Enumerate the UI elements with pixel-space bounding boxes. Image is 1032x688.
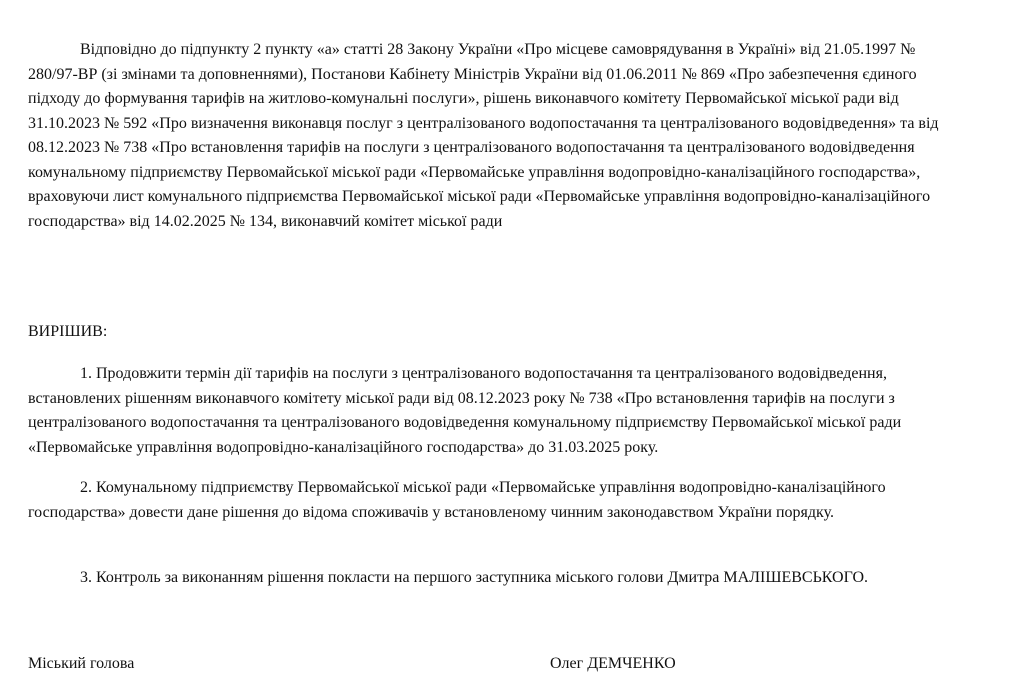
decision-heading: ВИРІШИВ:	[28, 323, 108, 340]
preamble-paragraph: Відповідно до підпункту 2 пункту «а» статті 28 Закону України «Про місцеве самоврядування в Україні» від 21.05.1997 № 280/97-ВР (зі змінами та доповненнями), Постанови Кабінету Міністрів України від 01.06.2011 № 869 «Про забезпечення єдиного підходу до формування тарифів на житлово-комунальні послуги», рішень виконавчого комітету Первомайської міської ради від 31.10.2023 № 592 «Про визначення виконавця послуг з централізованого водопостачання та централізованого водовідведення» та від 08.12.2023 № 738 «Про встановлення тарифів на послуги з централізованого водопостачання та централізованого водовідведення комунальному підприємству Первомайської міської ради «Первомайське управління водопровідно-каналізаційного господарства», враховуючи лист комунального підприємства Первомайської міської ради «Первомайське управління водопровідно-каналізаційного господарства» від 14.02.2025 № 134, виконавчий комітет міської ради	[28, 41, 939, 230]
signature-title: Міський голова	[28, 655, 135, 672]
document-body	[28, 38, 958, 672]
signature-name: Олег ДЕМЧЕНКО	[550, 655, 676, 672]
decision-item-2: 2. Комунальному підприємству Первомайської міської ради «Первомайське управління водопровідно-каналізаційного господарства» довести дане рішення до відома споживачів у встановленому чинним законодавством України порядку.	[28, 479, 886, 521]
decision-item-3: 3. Контроль за виконанням рішення покласти на першого заступника міського голови Дмитра МАЛІШЕВСЬКОГО.	[80, 569, 869, 586]
decision-item-1: 1. Продовжити термін дії тарифів на послуги з централізованого водопостачання та централізованого водовідведення, встановлених рішенням виконавчого комітету міської ради від 08.12.2023 року № 738 «Про встановлення тарифів на послуги з централізованого водопостачання та централізованого водовідведення комунальному підприємству Первомайської міської ради «Первомайське управління водопровідно-каналізаційного господарства» до 31.03.2025 року.	[28, 365, 902, 456]
